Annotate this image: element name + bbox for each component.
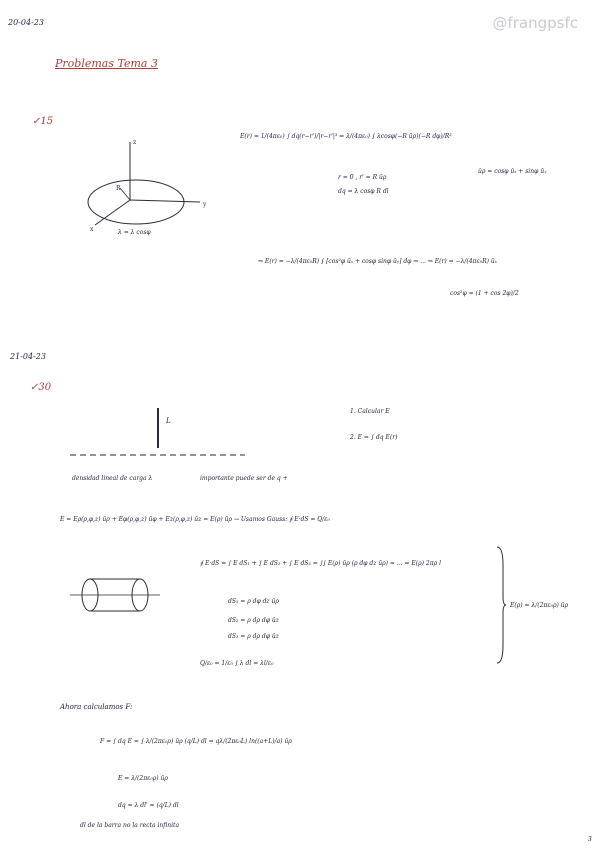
radius-line bbox=[120, 188, 130, 200]
cylinder-diagram bbox=[60, 565, 170, 625]
eq-F: F = ∫ dq E = ∫ λ/(2πε₀ρ) ūρ (q/L) dl = qλ/(2πε₀L) ln((a+L)/a) ūρ bbox=[100, 738, 292, 745]
problem-number-30: ✓30 bbox=[30, 382, 52, 393]
x-axis-label: x bbox=[90, 226, 94, 233]
dS2: dS₂ = ρ dρ dφ ūz bbox=[228, 617, 279, 624]
lambda-label: λ = λ cosφ bbox=[118, 229, 151, 236]
eq-ur: ūρ = cosφ ūₓ + sinφ ūᵧ bbox=[478, 168, 547, 175]
brace bbox=[495, 545, 507, 665]
L-label: L bbox=[166, 417, 171, 425]
eq-r: r = 0 , r' = R ūρ bbox=[338, 174, 387, 181]
page-title: Problemas Tema 3 bbox=[55, 57, 158, 70]
eq-E: E = λ/(2πε₀ρ) ūρ bbox=[118, 775, 168, 782]
dS1: dS₁ = ρ dφ dz ūρ bbox=[228, 598, 279, 605]
result: E(ρ) = λ/(2πε₀ρ) ūρ bbox=[510, 602, 569, 609]
ring bbox=[88, 180, 184, 224]
y-axis bbox=[130, 200, 200, 202]
eq-final: ⇒ E(r) = −λ/(4πε₀R) ∫ [cos²φ ūₓ + cosφ sinφ ūᵧ] dφ ⇒ ... ⇒ E(r) = −λ/(4πε₀R) ūₓ bbox=[258, 258, 497, 265]
eq-dq: dq = λ cosφ R dl bbox=[338, 188, 389, 195]
eq-Q: Q/ε₀ = 1/ε₀ ∫ λ dl = λl/ε₀ bbox=[200, 660, 274, 667]
page-number: 3 bbox=[588, 836, 592, 843]
section3-heading: Ahora calculamos F: bbox=[60, 703, 133, 711]
watermark: @frangpsfc bbox=[492, 14, 578, 32]
task-2: 2. E = ∫ dq E(r) bbox=[350, 434, 398, 441]
task-1: 1. Calcular E bbox=[350, 408, 390, 415]
y-axis-label: y bbox=[203, 201, 207, 208]
eq-cos2: cos²φ = (1 + cos 2φ)/2 bbox=[450, 290, 519, 297]
z-axis-label: z bbox=[133, 139, 137, 146]
density-label: densidad lineal de carga λ bbox=[72, 475, 153, 482]
eq-gauss: ∮ E·dS = ∫ E dS₁ + ∫ E dS₂ + ∫ E dS₃ = ∫∫ E(ρ) ūρ (ρ dφ dz ūρ) = ... = E(ρ) 2πρ l bbox=[200, 560, 442, 567]
charge-label: importante puede ser de q + bbox=[200, 475, 288, 482]
line-charge-diagram bbox=[60, 400, 260, 470]
eq-main: E(r) = 1/(4πε₀) ∫ dq(r−r')/|r−r'|³ = λ/(4πε₀) ∫ λcosφ(−R ūρ)(−R dφ)/R³ bbox=[240, 133, 452, 140]
eq-field: E = Eρ(ρ,φ,z) ūρ + Eφ(ρ,φ,z) ūφ + Ez(ρ,φ,z) ūz = E(ρ) ūρ → Usamos Gauss: ∮ E·dS = Q/ε₀ bbox=[60, 516, 330, 523]
date-header: 20-04-23 bbox=[8, 18, 44, 27]
note-bar: dl de la barra no la recta infinita bbox=[80, 822, 180, 829]
date-section2: 21-04-23 bbox=[10, 352, 46, 361]
ring-diagram bbox=[70, 130, 220, 240]
eq-dq-bar: dq = λ dl' = (q/L) dl bbox=[118, 802, 179, 809]
dS3: dS₃ = ρ dρ dφ ūz bbox=[228, 633, 279, 640]
problem-number-15: ✓15 bbox=[32, 116, 54, 127]
radius-label: R bbox=[116, 185, 121, 192]
